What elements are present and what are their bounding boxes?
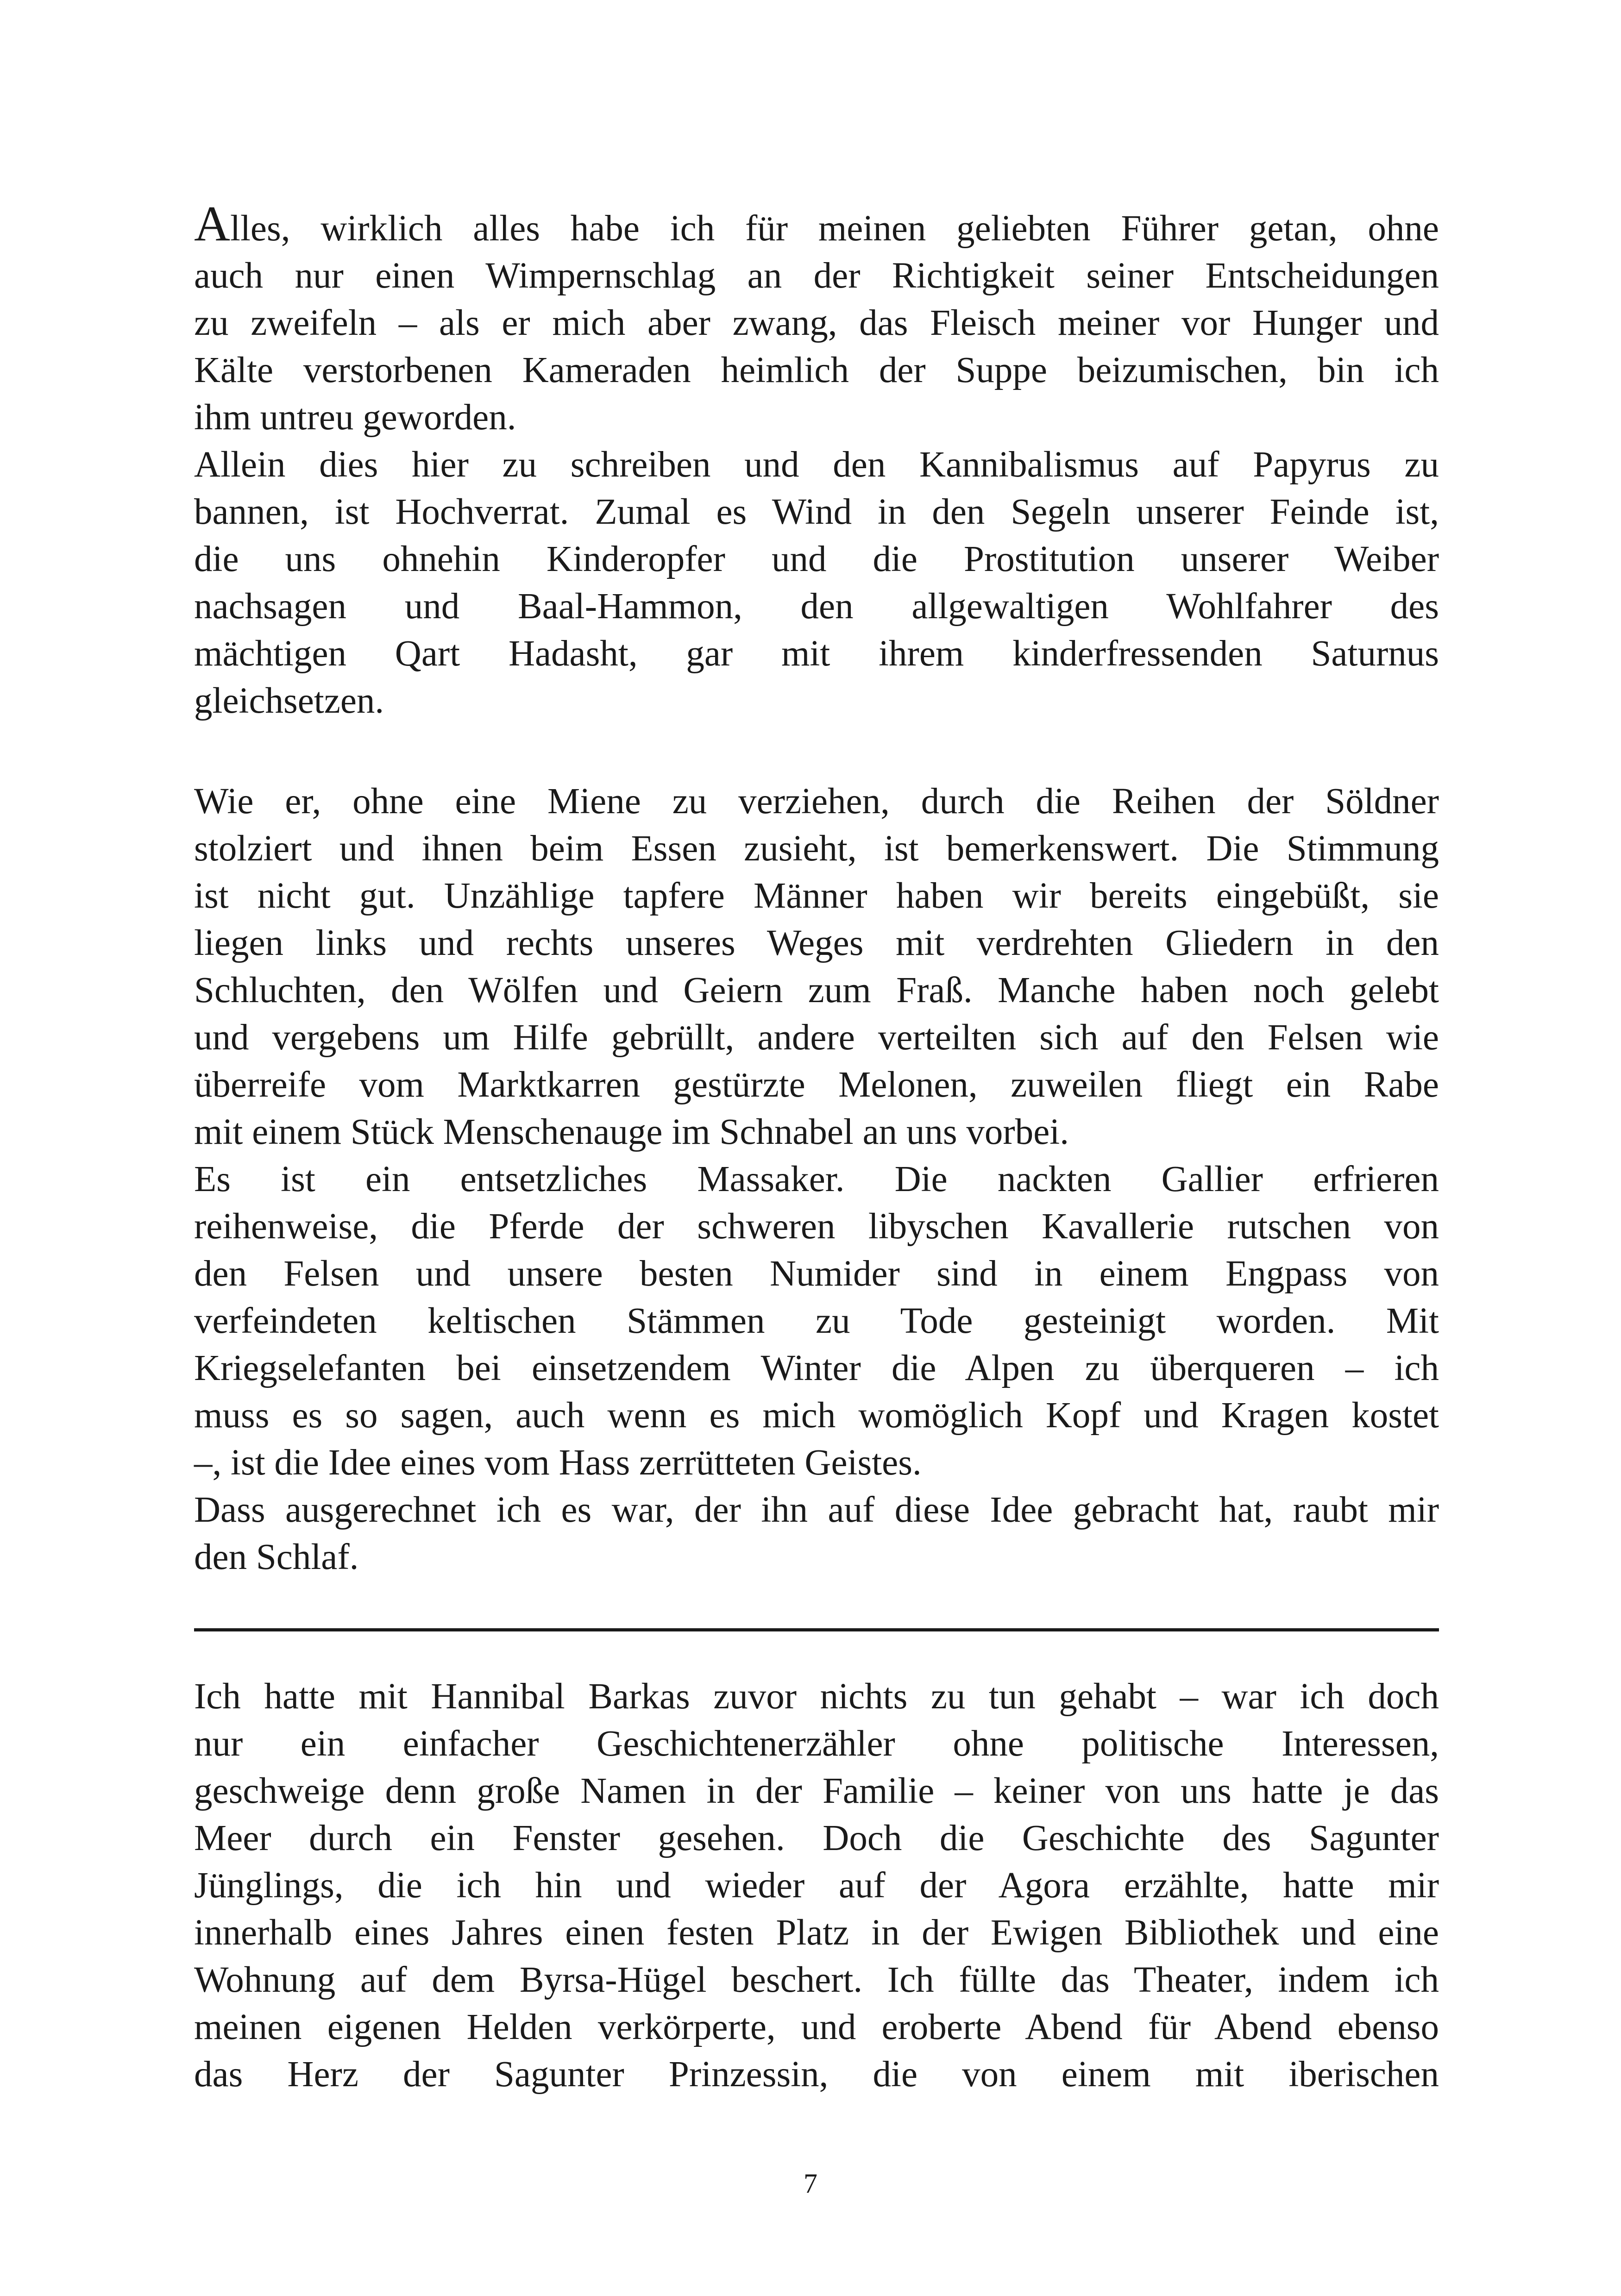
text-line: mächtigen Qart Hadasht, gar mit ihrem kinderfressenden Saturnus bbox=[194, 634, 1439, 674]
text-line: –, ist die Idee eines vom Hass zerrütteten Geistes. bbox=[194, 1443, 922, 1483]
text-line: mit einem Stück Menschenauge im Schnabel an uns vorbei. bbox=[194, 1112, 1069, 1152]
dropcap-letter: A bbox=[194, 196, 230, 251]
text-line: Alles, wirklich alles habe ich für meinen geliebten Führer getan, ohne bbox=[194, 196, 1439, 251]
text-line: und vergebens um Hilfe gebrüllt, andere verteilten sich auf den Felsen wie bbox=[194, 1017, 1439, 1058]
text-line: Ich hatte mit Hannibal Barkas zuvor nichts zu tun gehabt – war ich doch bbox=[194, 1676, 1439, 1717]
section-3-text bbox=[194, 1673, 1439, 2098]
text-line: das Herz der Sagunter Prinzessin, die von einem mit iberischen bbox=[194, 2054, 1439, 2095]
section-1-text bbox=[194, 196, 1439, 725]
text-line: nachsagen und Baal-Hammon, den allgewaltigen Wohlfahrer des bbox=[194, 586, 1439, 627]
text-line: die uns ohnehin Kinderopfer und die Prostitution unserer Weiber bbox=[194, 539, 1439, 579]
text-line: liegen links und rechts unseres Weges mit verdrehten Gliedern in den bbox=[194, 923, 1439, 963]
text-line: Jünglings, die ich hin und wieder auf der Agora erzählte, hatte mir bbox=[194, 1865, 1439, 1906]
text-line: nur ein einfacher Geschichtenerzähler ohne politische Interessen, bbox=[194, 1724, 1439, 1764]
text-line: Es ist ein entsetzliches Massaker. Die nackten Gallier erfrieren bbox=[194, 1159, 1439, 1199]
text-line: meinen eigenen Helden verkörperte, und eroberte Abend für Abend ebenso bbox=[194, 2007, 1439, 2047]
text-line: stolziert und ihnen beim Essen zusieht, ist bemerkenswert. Die Stimmung bbox=[194, 828, 1439, 869]
text-line: den Schlaf. bbox=[194, 1537, 359, 1577]
text-line: verfeindeten keltischen Stämmen zu Tode gesteinigt worden. Mit bbox=[194, 1301, 1439, 1341]
text-line: Schluchten, den Wölfen und Geiern zum Fraß. Manche haben noch gelebt bbox=[194, 970, 1439, 1010]
text-line: Kälte verstorbenen Kameraden heimlich der Suppe beizumischen, bin ich bbox=[194, 350, 1439, 390]
text-line: reihenweise, die Pferde der schweren libyschen Kavallerie rutschen von bbox=[194, 1206, 1439, 1247]
text-line: den Felsen und unsere besten Numider sind in einem Engpass von bbox=[194, 1254, 1439, 1294]
text-line: zu zweifeln – als er mich aber zwang, das Fleisch meiner vor Hunger und bbox=[194, 303, 1439, 343]
text-line: Dass ausgerechnet ich es war, der ihn auf diese Idee gebracht hat, raubt mir bbox=[194, 1490, 1439, 1530]
section-2-text bbox=[194, 778, 1439, 1581]
text-line: innerhalb eines Jahres einen festen Platz in der Ewigen Bibliothek und eine bbox=[194, 1913, 1439, 1953]
text-line: geschweige denn große Namen in der Familie – keiner von uns hatte je das bbox=[194, 1771, 1439, 1811]
text-line: Allein dies hier zu schreiben und den Kannibalismus auf Papyrus zu bbox=[194, 445, 1439, 485]
text-line: Kriegselefanten bei einsetzendem Winter die Alpen zu überqueren – ich bbox=[194, 1348, 1439, 1388]
text-line: bannen, ist Hochverrat. Zumal es Wind in den Segeln unserer Feinde ist, bbox=[194, 492, 1439, 532]
text-line: Meer durch ein Fenster gesehen. Doch die Geschichte des Sagunter bbox=[194, 1818, 1439, 1858]
text-line: auch nur einen Wimpernschlag an der Richtigkeit seiner Entscheidungen bbox=[194, 256, 1439, 296]
section-divider bbox=[194, 1628, 1439, 1631]
text-line: muss es so sagen, auch wenn es mich womöglich Kopf und Kragen kostet bbox=[194, 1395, 1439, 1436]
page-number: 7 bbox=[804, 2168, 817, 2199]
text-line: ist nicht gut. Unzählige tapfere Männer haben wir bereits eingebüßt, sie bbox=[194, 876, 1439, 916]
text-line: gleichsetzen. bbox=[194, 681, 384, 721]
text-line: Wohnung auf dem Byrsa-Hügel beschert. Ich füllte das Theater, indem ich bbox=[194, 1960, 1439, 2000]
text-line: Wie er, ohne eine Miene zu verziehen, durch die Reihen der Söldner bbox=[194, 781, 1439, 822]
text-line: ihm untreu geworden. bbox=[194, 397, 516, 438]
text-line: überreife vom Marktkarren gestürzte Melonen, zuweilen fliegt ein Rabe bbox=[194, 1065, 1439, 1105]
